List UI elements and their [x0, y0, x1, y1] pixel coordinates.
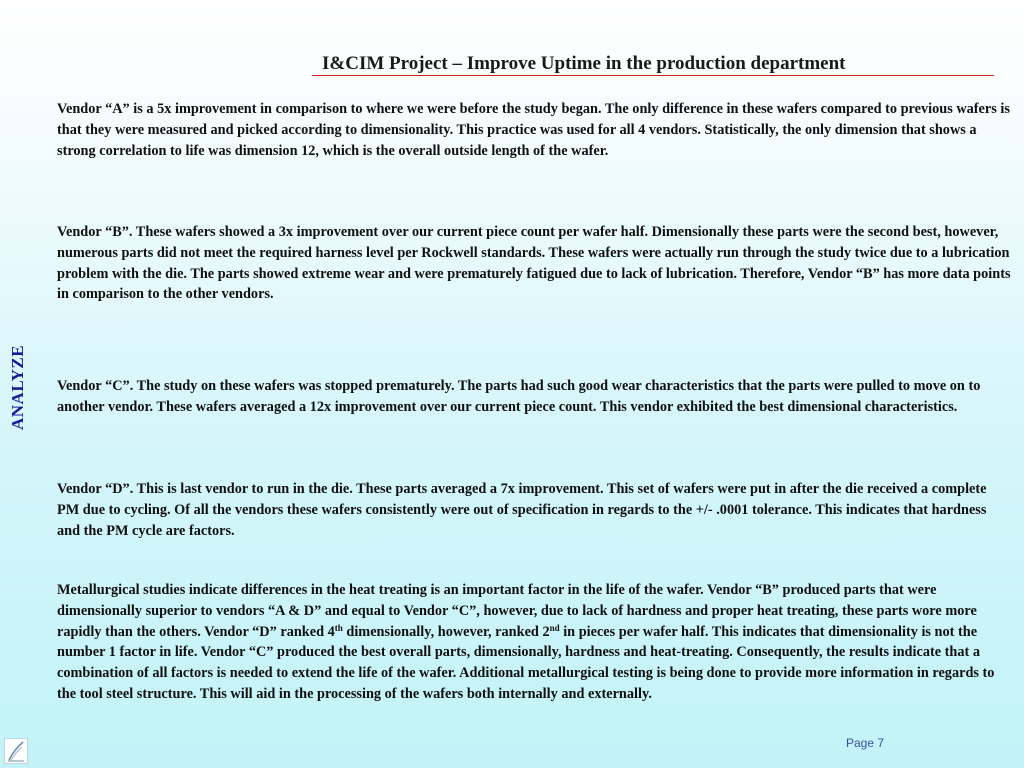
metallurgy-paragraph: [57, 580, 1012, 705]
vendor-c-paragraph: Vendor “C”. The study on these wafers was stopped prematurely. The parts had such good wear characteristics that the parts were pulled to move on to another vendor. These wafers averaged a 12x improvement over our current piece count. This vendor exhibited the best dimensional characteristics.: [57, 378, 981, 415]
vendor-a-paragraph: Vendor “A” is a 5x improvement in comparison to where we were before the study began. The only difference in these wafers compared to previous wafers is that they were measured and picked according to dimensionality. This practice was used for all 4 vendors. Statistically, the only dimension that shows a strong correlation to life was dimension 12, which is the overall outside length of the wafer.: [57, 101, 1010, 159]
metallurgy-text-3: in pieces per wafer half. This indicates that dimensionality is not the number 1 factor in life. Vendor “C” produced the best overall parts, dimensionally, hardness and heat-treating. Consequently, the results indicate that a combination of all factors is needed to extend the life of the wafer. Additional metallurgical testing is being done to provide more information in regards to the tool steel structure. This will aid in the processing of the wafers both internally and externally.: [57, 623, 995, 702]
vendor-d-paragraph: Vendor “D”. This is last vendor to run in the die. These parts averaged a 7x improvement. This set of wafers were put in after the die received a complete PM due to cycling. Of all the vendors these wafers consistently were out of specification in regards to the +/- .0001 tolerance. This indicates that hardness and the PM cycle are factors.: [57, 481, 987, 539]
slide-title: I&CIM Project – Improve Uptime in the production department: [322, 53, 846, 74]
title-underline: [312, 75, 994, 76]
ordinal-suffix-th: th: [334, 622, 343, 633]
page-number: Page 7: [846, 736, 885, 750]
company-logo-icon: [4, 738, 28, 764]
metallurgy-text-1: Metallurgical studies indicate differences in the heat treating is an important factor in the life of the wafer. Vendor “B” produced parts that were dimensionally superior to vendors “A & D” and equal to Vendor “C”, however, due to lack of hardness and proper heat treating, these parts wore more rapidly than the others. Vendor “D” ranked 4: [57, 582, 977, 640]
phase-label: ANALYZE: [8, 344, 27, 430]
metallurgy-text-2: dimensionally, however, ranked 2: [342, 623, 550, 640]
ordinal-suffix-nd: nd: [549, 622, 560, 633]
vendor-b-paragraph: Vendor “B”. These wafers showed a 3x improvement over our current piece count per wafer half. Dimensionally these parts were the second best, however, numerous parts did not meet the required harness level per Rockwell standards. These wafers were actually run through the study twice due to a lubrication problem with the die. The parts showed extreme wear and were prematurely fatigued due to lack of lubrication. Therefore, Vendor “B” has more data points in comparison to the other vendors.: [57, 224, 1011, 303]
